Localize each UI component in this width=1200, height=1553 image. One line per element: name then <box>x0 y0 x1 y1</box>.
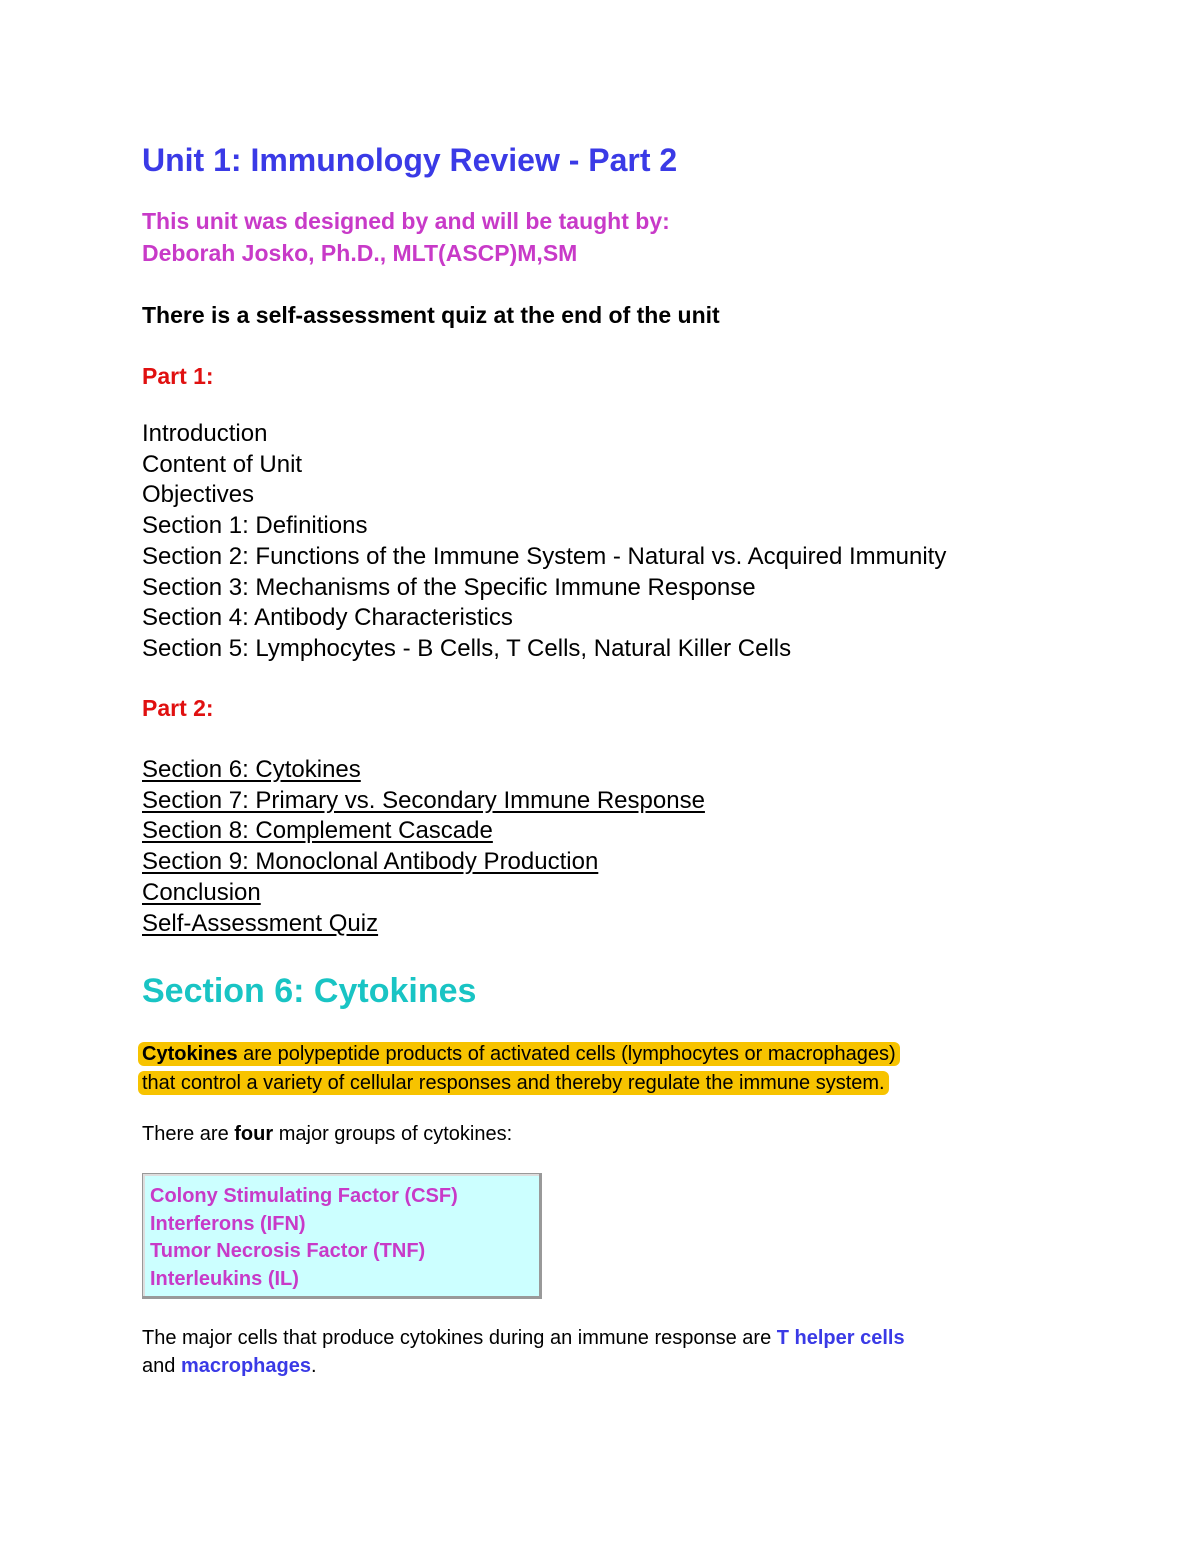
cytokine-group-item: Interleukins (IL) <box>150 1267 299 1290</box>
part2-contents-list <box>142 755 705 939</box>
link-self-assessment-quiz[interactable]: Self-Assessment Quiz <box>142 909 379 937</box>
part1-item: Introduction <box>142 420 268 447</box>
part1-contents-list <box>142 419 946 665</box>
producers-text: . <box>311 1354 317 1377</box>
link-conclusion[interactable]: Conclusion <box>142 878 261 906</box>
link-section-7[interactable]: Section 7: Primary vs. Secondary Immune Response <box>142 786 705 814</box>
definition-line1: are polypeptide products of activated cells (lymphocytes or macrophages) <box>237 1043 896 1065</box>
part1-item: Section 1: Definitions <box>142 512 368 540</box>
author-line: Deborah Josko, Ph.D., MLT(ASCP)M,SM <box>142 240 578 266</box>
definition-term: Cytokines <box>142 1043 238 1065</box>
link-section-8[interactable]: Section 8: Complement Cascade <box>142 817 493 845</box>
groups-intro <box>142 1123 512 1146</box>
link-section-9[interactable]: Section 9: Monoclonal Antibody Production <box>142 848 599 876</box>
part1-item: Content of Unit <box>142 450 303 478</box>
groups-intro-count: four <box>234 1123 274 1145</box>
term-t-helper-cells: T helper cells <box>776 1327 905 1349</box>
part2-heading: Part 2: <box>142 695 214 721</box>
cytokine-producers-paragraph <box>142 1325 905 1380</box>
page-title: Unit 1: Immunology Review - Part 2 <box>142 142 678 178</box>
section6-title: Section 6: Cytokines <box>142 972 477 1010</box>
part1-item: Objectives <box>142 481 255 509</box>
groups-intro-text: There are <box>142 1123 235 1145</box>
definition-line2: that control a variety of cellular responses and thereby regulate the immune system. <box>138 1071 889 1095</box>
cytokine-group-item: Tumor Necrosis Factor (TNF) <box>150 1240 426 1262</box>
designed-by-line: This unit was designed by and will be taught by: <box>142 208 670 234</box>
part1-item: Section 3: Mechanisms of the Specific Immune Response <box>142 573 756 601</box>
producers-text: The major cells that produce cytokines during an immune response are <box>142 1327 777 1349</box>
producers-text: and <box>142 1354 181 1377</box>
part1-item: Section 2: Functions of the Immune System - Natural vs. Acquired Immunity <box>142 542 947 570</box>
part1-heading: Part 1: <box>142 363 214 389</box>
link-section-6[interactable]: Section 6: Cytokines <box>142 756 361 783</box>
quiz-note: There is a self-assessment quiz at the end of the unit <box>142 302 720 328</box>
cytokine-groups-box <box>142 1173 542 1299</box>
part1-item: Section 5: Lymphocytes - B Cells, T Cells, Natural Killer Cells <box>142 634 792 662</box>
term-macrophages: macrophages <box>180 1354 311 1377</box>
part1-item: Section 4: Antibody Characteristics <box>142 604 513 632</box>
cytokine-group-item: Colony Stimulating Factor (CSF) <box>150 1185 458 1207</box>
cytokines-definition <box>138 1040 900 1098</box>
groups-intro-text: major groups of cytokines: <box>273 1123 513 1145</box>
cytokine-group-item: Interferons (IFN) <box>150 1212 306 1235</box>
